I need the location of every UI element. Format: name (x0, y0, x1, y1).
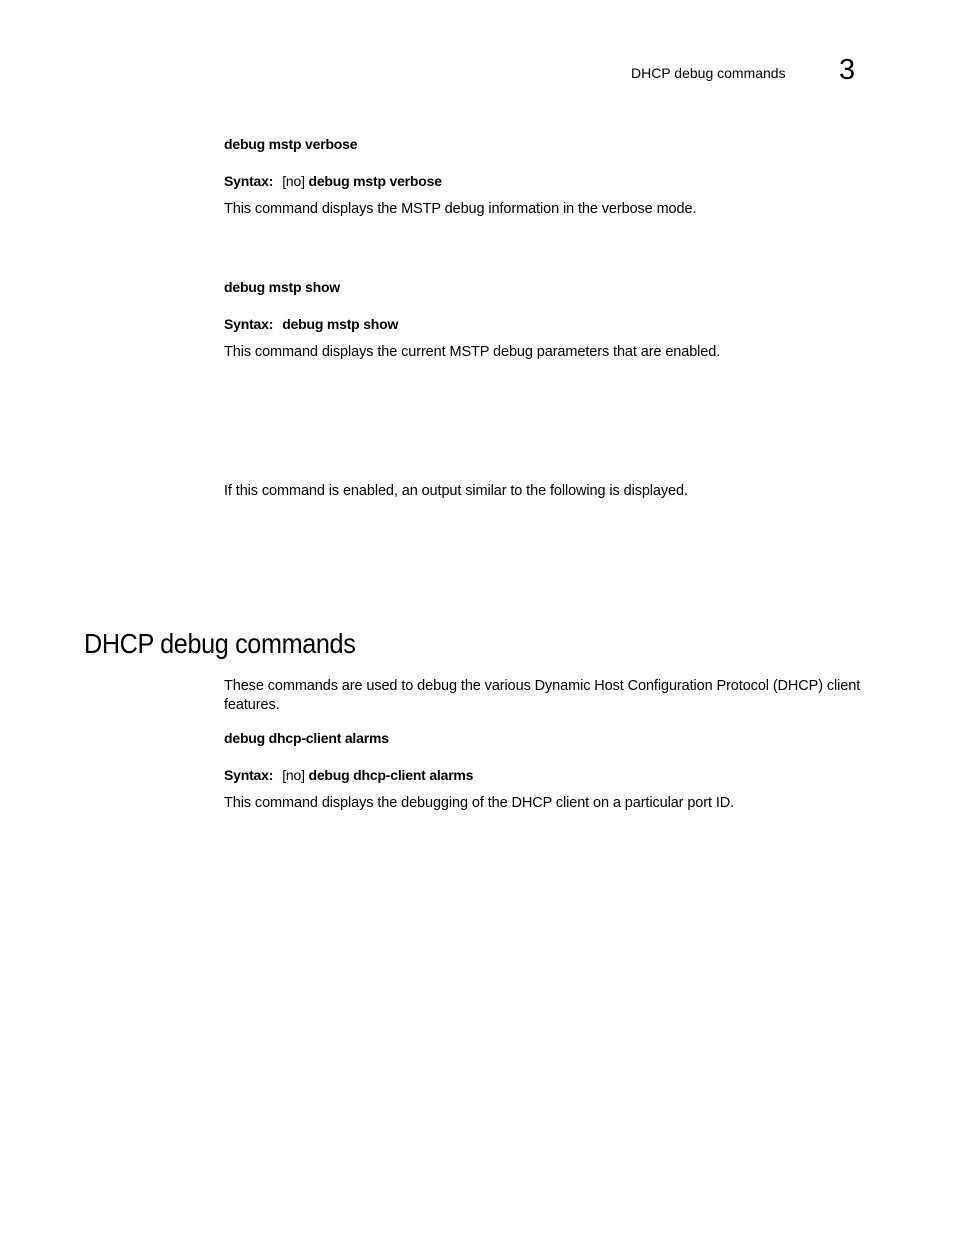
description-dhcp-client-alarms: This command displays the debugging of the DHCP client on a particular port ID. (224, 795, 735, 811)
syntax-line-dhcp-client-alarms (224, 767, 473, 783)
syntax-close-bracket: ] (301, 767, 305, 783)
command-heading-mstp-verbose: debug mstp verbose (224, 136, 358, 152)
syntax-label: Syntax: (224, 173, 274, 189)
syntax-open-bracket: [ (282, 767, 286, 783)
syntax-command: debug mstp verbose (308, 173, 442, 189)
section-intro-dhcp: These commands are used to debug the various Dynamic Host Configuration Protocol (DHCP) client features. (224, 678, 861, 713)
syntax-optional-keyword: no (285, 173, 302, 189)
syntax-open-bracket: [ (282, 173, 286, 189)
syntax-line-mstp-show (224, 316, 398, 332)
syntax-command: debug dhcp-client alarms (308, 767, 474, 783)
syntax-label: Syntax: (224, 316, 274, 332)
syntax-label: Syntax: (224, 767, 274, 783)
command-heading-mstp-show: debug mstp show (224, 279, 341, 295)
syntax-line-mstp-verbose (224, 173, 442, 189)
description-mstp-show: This command displays the current MSTP debug parameters that are enabled. (224, 344, 721, 360)
description-mstp-verbose: This command displays the MSTP debug information in the verbose mode. (224, 201, 697, 217)
syntax-close-bracket: ] (301, 173, 305, 189)
syntax-command: debug mstp show (282, 316, 399, 332)
running-header-title: DHCP debug commands (631, 65, 786, 81)
chapter-number: 3 (839, 54, 856, 86)
section-title-dhcp: DHCP debug commands (84, 628, 356, 659)
syntax-optional-keyword: no (285, 767, 302, 783)
output-note-mstp-show: If this command is enabled, an output similar to the following is displayed. (224, 483, 688, 499)
command-heading-dhcp-client-alarms: debug dhcp-client alarms (224, 730, 389, 746)
